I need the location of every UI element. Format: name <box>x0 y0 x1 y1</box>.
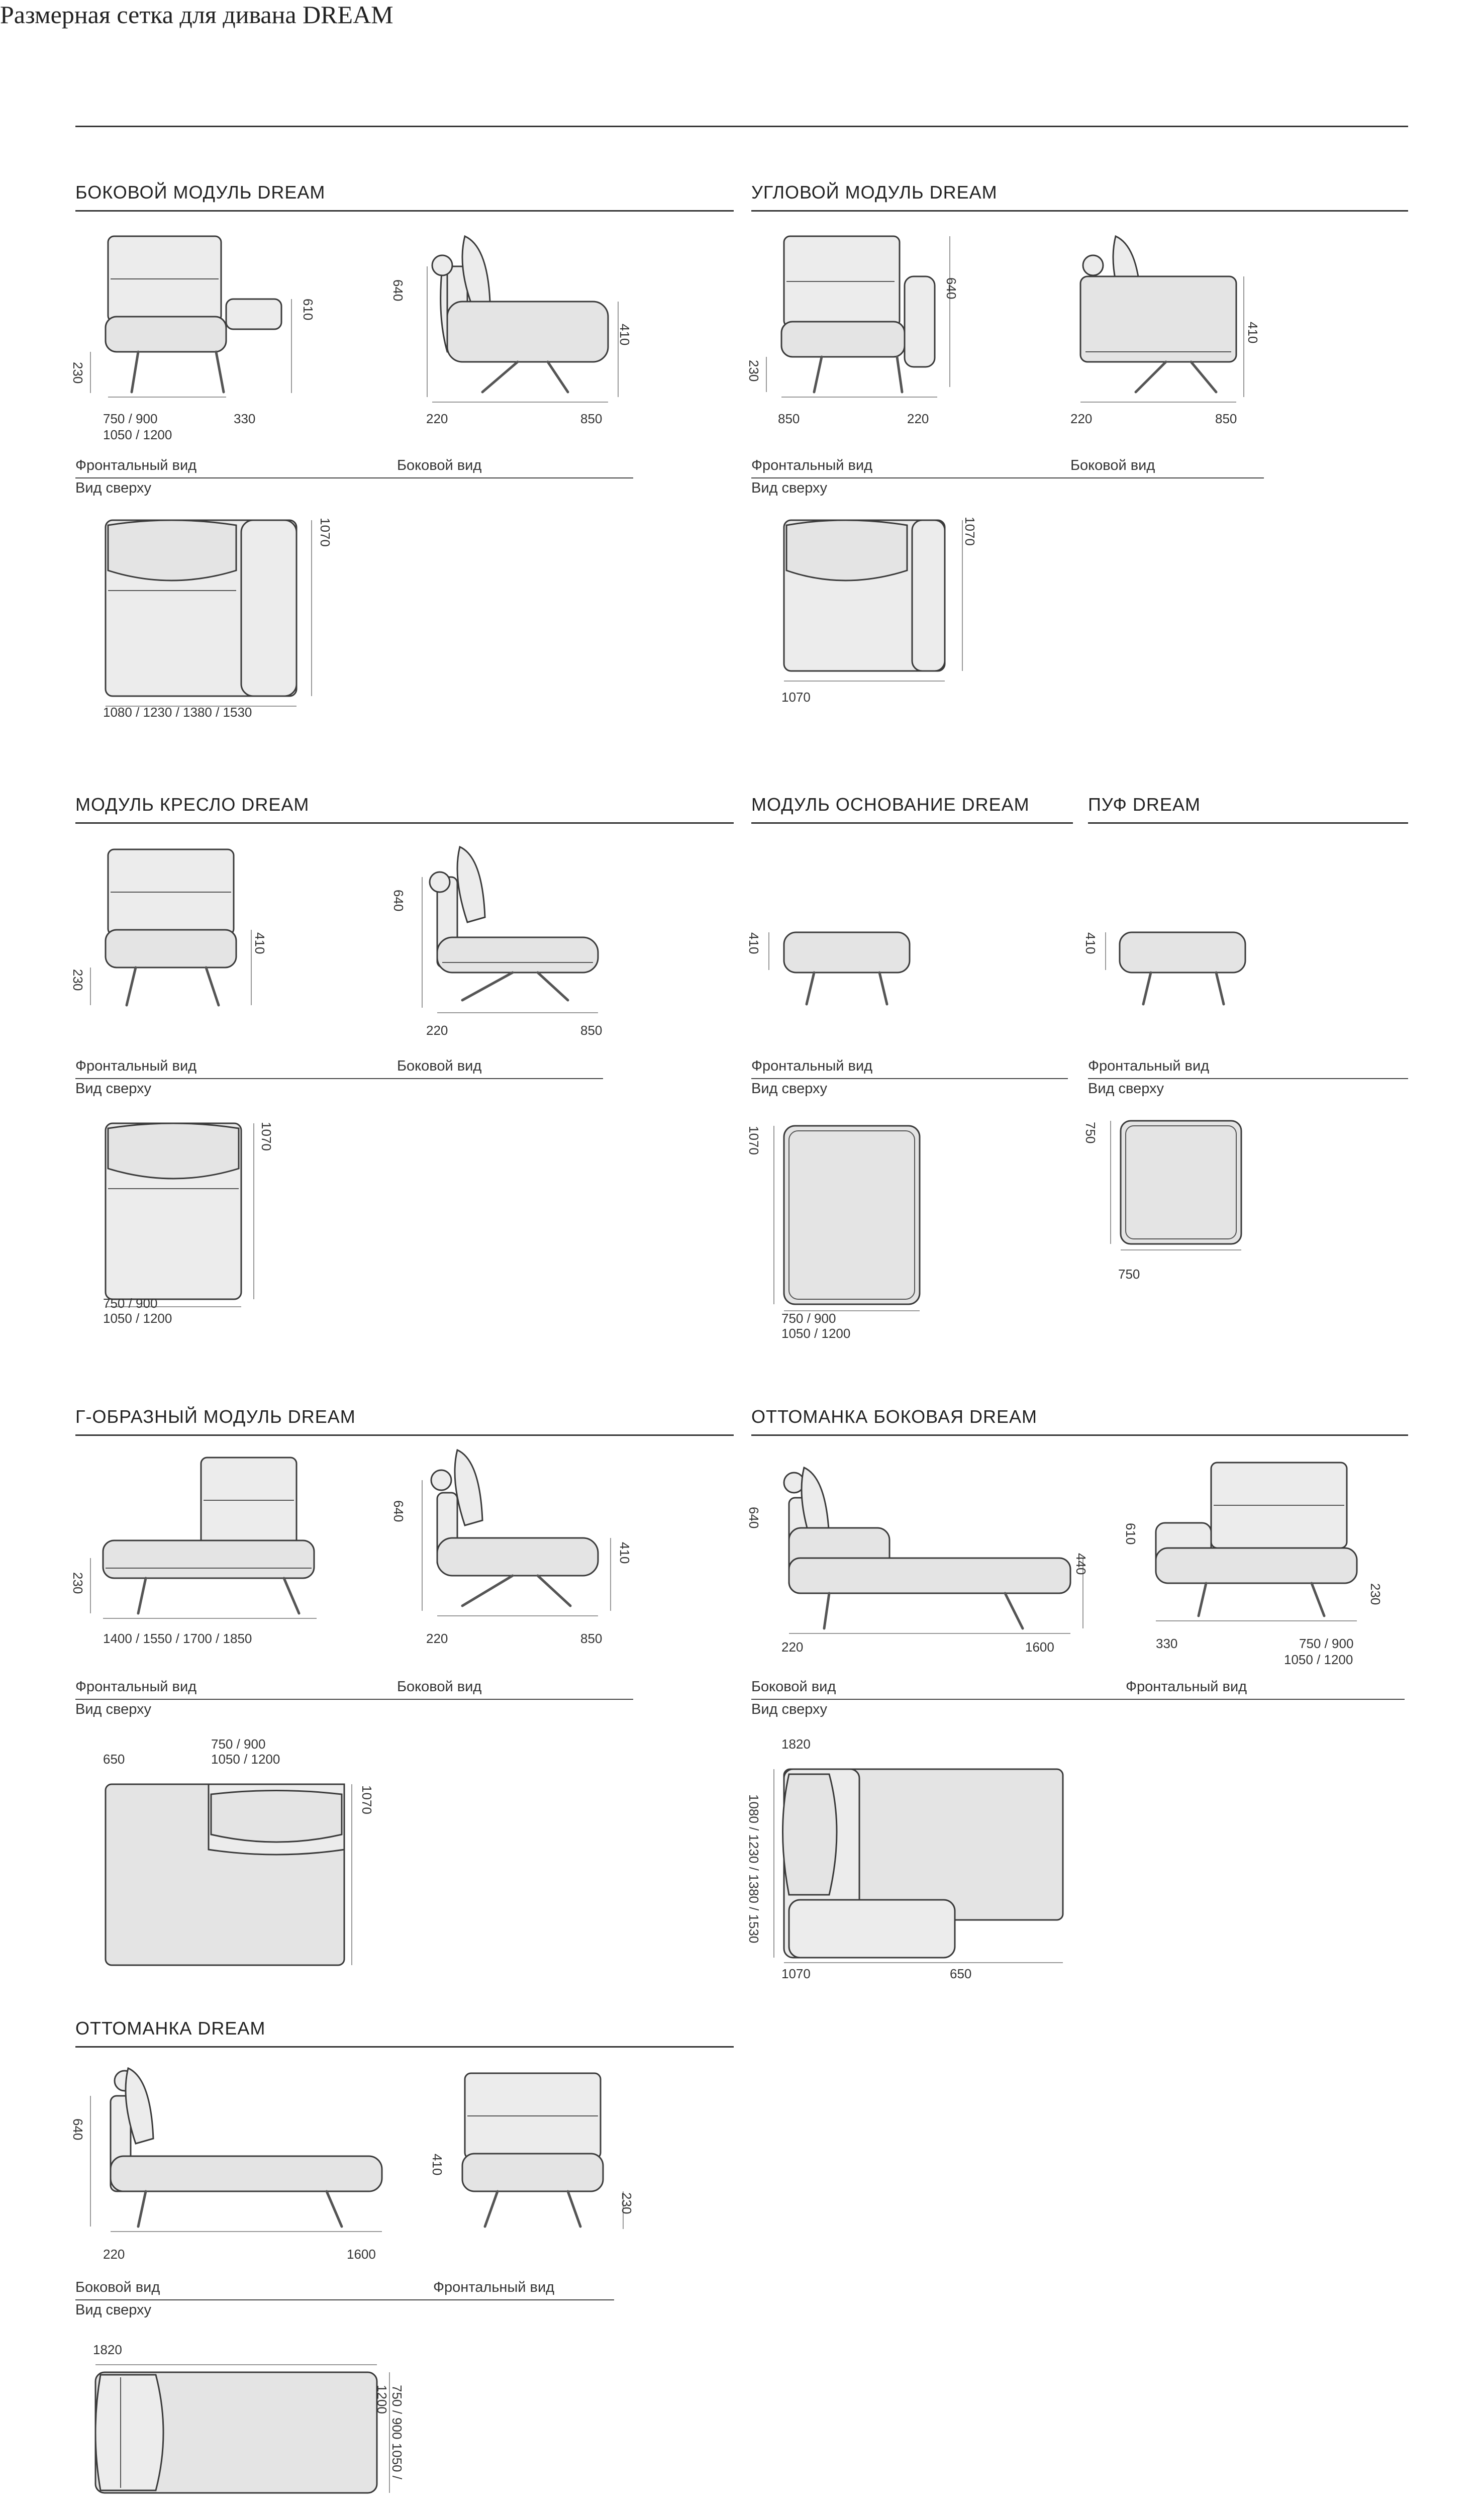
side-module-side-view <box>417 236 628 402</box>
dim-label: 1070 <box>781 690 811 705</box>
l-module-side-view <box>417 1450 628 1616</box>
side-ottoman-side-view <box>769 1468 1091 1633</box>
armchair-top-view <box>101 1118 271 1309</box>
label-front-view: Фронтальный вид <box>75 1679 197 1695</box>
page-title: Размерная сетка для дивана DREAM <box>0 1 393 29</box>
dim-label: 850 <box>778 411 800 426</box>
dim-label: 410 <box>617 324 632 346</box>
dim-label: 1050 / 1200 <box>781 1326 851 1341</box>
label-front-view: Фронтальный вид <box>1088 1058 1210 1074</box>
dim-label: 220 <box>103 2247 125 2262</box>
dim-label: 330 <box>234 411 256 426</box>
l-module-front-view <box>90 1458 352 1623</box>
dim-label: 230 <box>70 362 85 384</box>
dim-label: 640 <box>391 1500 406 1522</box>
section-rule <box>75 2046 734 2048</box>
corner-module-front-view <box>766 236 967 397</box>
section-title-side-ottoman: ОТТОМАНКА БОКОВАЯ DREAM <box>751 1406 1037 1427</box>
caption-rule <box>75 2299 614 2300</box>
l-module-top-view <box>101 1774 352 1975</box>
dim-label: 750 / 900 <box>1299 1636 1354 1651</box>
label-top-view: Вид сверху <box>75 480 152 496</box>
section-title-ottoman: ОТТОМАНКА DREAM <box>75 2018 266 2039</box>
section-title-l-module: Г-ОБРАЗНЫЙ МОДУЛЬ DREAM <box>75 1406 356 1427</box>
section-rule <box>751 1434 1408 1436</box>
dim-label: 1070 <box>746 1126 761 1155</box>
dim-label: 610 <box>301 299 316 321</box>
label-top-view: Вид сверху <box>75 1081 152 1097</box>
dim-label: 1070 <box>318 518 333 547</box>
dim-label: 750 / 900 1050 / 1200 <box>374 2385 405 2479</box>
dim-label: 1070 <box>781 1966 811 1981</box>
section-rule <box>75 1434 734 1436</box>
dim-label: 1070 <box>259 1122 274 1151</box>
dim-label: 230 <box>1368 1583 1383 1605</box>
label-top-view: Вид сверху <box>751 480 828 496</box>
dim-label: 750 / 900 <box>103 411 158 426</box>
dim-label: 330 <box>1156 1636 1178 1651</box>
label-front-view: Фронтальный вид <box>751 457 873 473</box>
label-front-view: Фронтальный вид <box>75 1058 197 1074</box>
ottoman-top-view <box>90 2362 402 2513</box>
caption-rule <box>751 1078 1068 1079</box>
section-title-side-module: БОКОВОЙ МОДУЛЬ DREAM <box>75 182 326 203</box>
side-module-front-view <box>90 231 322 397</box>
label-side-view: Боковой вид <box>75 2279 160 2295</box>
dim-label: 750 <box>1118 1267 1140 1282</box>
dim-label: 1050 / 1200 <box>1284 1652 1353 1667</box>
dim-label: 220 <box>781 1639 804 1655</box>
section-rule <box>75 822 734 824</box>
section-rule <box>1088 822 1408 824</box>
caption-rule <box>75 1699 633 1700</box>
dim-label: 230 <box>70 1572 85 1594</box>
label-side-view: Боковой вид <box>751 1679 836 1695</box>
label-top-view: Вид сверху <box>751 1701 828 1717</box>
dim-label: 410 <box>746 932 761 954</box>
dim-label: 610 <box>1123 1523 1138 1545</box>
label-side-view: Боковой вид <box>397 457 482 473</box>
label-top-view: Вид сверху <box>75 1701 152 1717</box>
dim-label: 1820 <box>781 1736 811 1752</box>
label-side-view: Боковой вид <box>397 1679 482 1695</box>
caption-rule <box>75 1078 603 1079</box>
dim-label: 640 <box>390 279 406 302</box>
dim-label: 850 <box>580 411 603 426</box>
dim-label: 850 <box>580 1023 603 1038</box>
section-rule <box>751 822 1073 824</box>
label-front-view: Фронтальный вид <box>1126 1679 1247 1695</box>
dim-label: 1600 <box>1025 1639 1054 1655</box>
label-side-view: Боковой вид <box>1070 457 1155 473</box>
caption-rule <box>1088 1078 1408 1079</box>
dim-label: 640 <box>391 890 406 912</box>
dim-label: 220 <box>426 1023 448 1038</box>
base-top-view <box>774 1121 935 1312</box>
dim-label: 220 <box>907 411 929 426</box>
dim-label: 1080 / 1230 / 1380 / 1530 <box>746 1794 761 1944</box>
dim-label: 1050 / 1200 <box>211 1752 280 1767</box>
label-top-view: Вид сверху <box>1088 1081 1164 1097</box>
armchair-front-view <box>90 844 261 1010</box>
dim-label: 640 <box>944 277 959 300</box>
dim-label: 230 <box>746 360 761 382</box>
section-rule <box>75 210 734 212</box>
corner-module-top-view <box>779 515 980 686</box>
section-title-pouf: ПУФ DREAM <box>1088 794 1201 815</box>
dim-label: 1070 <box>359 1785 374 1814</box>
dim-label: 650 <box>103 1752 125 1767</box>
dim-label: 750 <box>1083 1122 1098 1144</box>
dim-label: 640 <box>70 2118 85 2141</box>
section-title-armchair: МОДУЛЬ КРЕСЛО DREAM <box>75 794 310 815</box>
dim-label: 1820 <box>93 2342 122 2357</box>
label-top-view: Вид сверху <box>75 2302 152 2318</box>
dim-label: 750 / 900 <box>781 1311 836 1326</box>
dim-label: 1050 / 1200 <box>103 427 172 442</box>
dim-label: 1070 <box>962 517 977 546</box>
dim-label: 220 <box>426 411 448 426</box>
dim-label: 410 <box>430 2154 445 2176</box>
dim-label: 750 / 900 <box>103 1296 158 1311</box>
side-module-top-view <box>101 515 322 711</box>
label-side-view: Боковой вид <box>397 1058 482 1074</box>
label-top-view: Вид сверху <box>751 1081 828 1097</box>
dim-label: 440 <box>1073 1553 1089 1575</box>
side-ottoman-front-view <box>1146 1458 1367 1623</box>
caption-rule <box>751 1699 1405 1700</box>
dim-label: 850 <box>1215 411 1237 426</box>
title-rule <box>75 126 1408 127</box>
dim-label: 850 <box>580 1631 603 1646</box>
dim-label: 1400 / 1550 / 1700 / 1850 <box>103 1631 252 1646</box>
dim-label: 640 <box>746 1507 761 1529</box>
dim-label: 1600 <box>347 2247 376 2262</box>
ottoman-side-view <box>90 2066 402 2232</box>
pouf-front-view <box>1091 930 1261 1010</box>
corner-module-side-view <box>1070 236 1261 402</box>
dim-label: 230 <box>619 2192 634 2214</box>
dim-label: 1050 / 1200 <box>103 1311 172 1326</box>
dim-label: 410 <box>1083 932 1098 954</box>
label-front-view: Фронтальный вид <box>75 457 197 473</box>
dim-label: 410 <box>252 932 267 954</box>
dim-label: 410 <box>1245 322 1260 344</box>
dim-label: 650 <box>950 1966 972 1981</box>
dim-label: 750 / 900 <box>211 1736 266 1752</box>
armchair-side-view <box>417 847 628 1013</box>
label-front-view: Фронтальный вид <box>751 1058 873 1074</box>
dim-label: 220 <box>426 1631 448 1646</box>
dim-label: 1080 / 1230 / 1380 / 1530 <box>103 705 252 720</box>
pouf-top-view <box>1106 1118 1256 1279</box>
base-front-view <box>754 930 925 1010</box>
dim-label: 410 <box>617 1542 632 1564</box>
section-rule <box>751 210 1408 212</box>
side-ottoman-top-view <box>774 1759 1075 1970</box>
dim-label: 220 <box>1070 411 1093 426</box>
section-title-base: МОДУЛЬ ОСНОВАНИЕ DREAM <box>751 794 1030 815</box>
section-title-corner-module: УГЛОВОЙ МОДУЛЬ DREAM <box>751 182 998 203</box>
label-front-view: Фронтальный вид <box>433 2279 555 2295</box>
caption-rule <box>75 477 633 478</box>
dim-label: 230 <box>70 969 85 991</box>
caption-rule <box>751 477 1264 478</box>
